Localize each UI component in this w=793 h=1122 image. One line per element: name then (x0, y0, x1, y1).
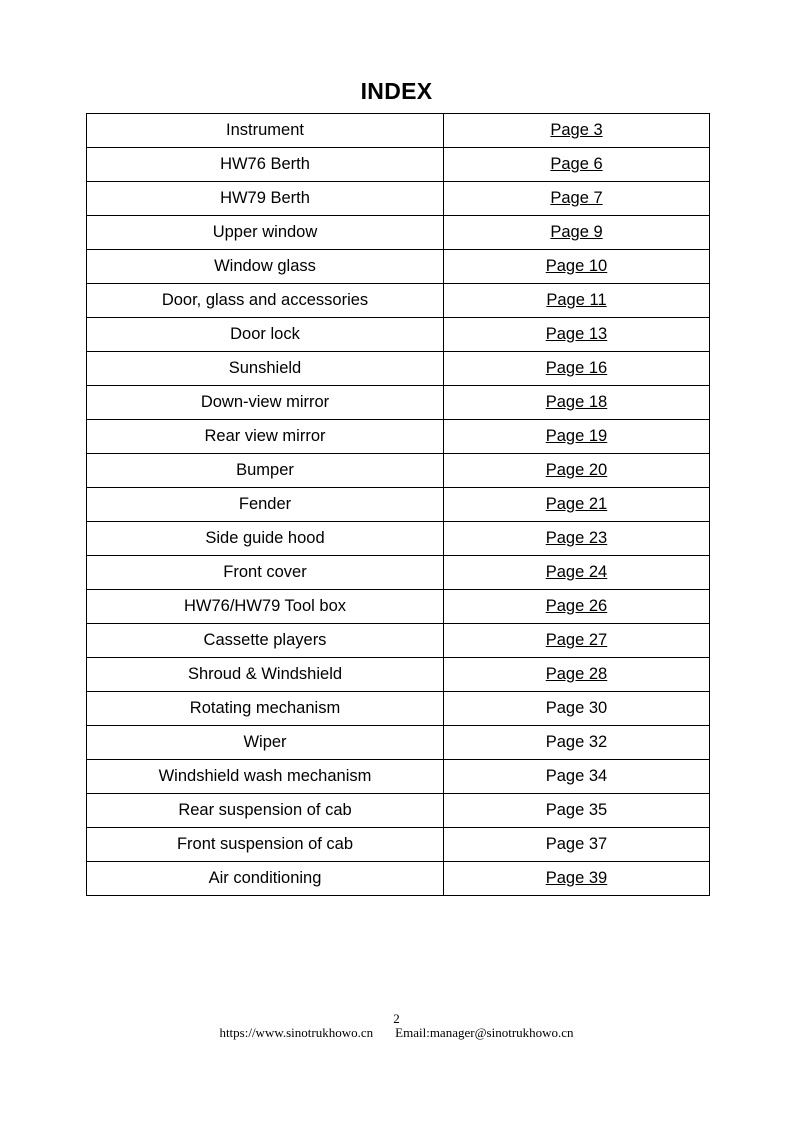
section-name: Wiper (87, 726, 444, 760)
page-link[interactable]: Page 24 (545, 563, 608, 581)
page-reference-cell (444, 760, 710, 794)
table-row (87, 862, 710, 896)
index-table-body (87, 114, 710, 896)
table-row (87, 658, 710, 692)
section-name: Windshield wash mechanism (87, 760, 444, 794)
page-reference-cell (444, 726, 710, 760)
section-name: Rear suspension of cab (87, 794, 444, 828)
page-link[interactable]: Page 19 (545, 427, 608, 445)
section-name: Front cover (87, 556, 444, 590)
page-reference-cell (444, 522, 710, 556)
section-name: Cassette players (87, 624, 444, 658)
page-link[interactable]: Page 26 (545, 597, 608, 615)
table-row (87, 114, 710, 148)
page-reference-cell (444, 454, 710, 488)
table-row (87, 386, 710, 420)
page-link[interactable]: Page 28 (545, 665, 608, 683)
page-link[interactable]: Page 39 (545, 869, 608, 887)
section-name: HW76/HW79 Tool box (87, 590, 444, 624)
table-row (87, 692, 710, 726)
index-table (86, 113, 710, 896)
page-link[interactable]: Page 18 (545, 393, 608, 411)
footer-email: Email:manager@sinotrukhowo.cn (395, 1025, 574, 1040)
table-row (87, 250, 710, 284)
page-number: 2 (393, 1011, 400, 1026)
section-name: HW76 Berth (87, 148, 444, 182)
page-reference-cell (444, 658, 710, 692)
page-reference-cell (444, 624, 710, 658)
page-reference-cell (444, 488, 710, 522)
section-name: Fender (87, 488, 444, 522)
table-row (87, 794, 710, 828)
footer-website: https://www.sinotrukhowo.cn (219, 1025, 374, 1040)
page-reference-cell (444, 386, 710, 420)
section-name: Front suspension of cab (87, 828, 444, 862)
page-reference-cell (444, 420, 710, 454)
table-row (87, 284, 710, 318)
section-name: Side guide hood (87, 522, 444, 556)
page-link[interactable]: Page 23 (545, 529, 608, 547)
page-link[interactable]: Page 11 (546, 291, 607, 309)
page-reference-cell (444, 216, 710, 250)
page-link[interactable]: Page 21 (545, 495, 608, 513)
section-name: Window glass (87, 250, 444, 284)
page-reference-cell (444, 284, 710, 318)
table-row (87, 488, 710, 522)
table-row (87, 182, 710, 216)
table-row (87, 216, 710, 250)
table-row (87, 726, 710, 760)
page-reference-cell (444, 794, 710, 828)
page-reference-cell (444, 862, 710, 896)
page-link[interactable]: Page 3 (550, 121, 603, 139)
table-row (87, 556, 710, 590)
section-name: Shroud & Windshield (87, 658, 444, 692)
section-name: Down-view mirror (87, 386, 444, 420)
page-link[interactable]: Page 13 (545, 325, 608, 343)
section-name: Instrument (87, 114, 444, 148)
table-row (87, 148, 710, 182)
section-name: Door lock (87, 318, 444, 352)
table-row (87, 522, 710, 556)
section-name: Door, glass and accessories (87, 284, 444, 318)
page-link[interactable]: Page 20 (545, 461, 608, 479)
page-reference-cell (444, 590, 710, 624)
page-reference-cell (444, 250, 710, 284)
table-row (87, 760, 710, 794)
page-reference: Page 34 (545, 767, 608, 785)
section-name: Rear view mirror (87, 420, 444, 454)
page-reference: Page 35 (545, 801, 608, 819)
table-row (87, 590, 710, 624)
page-link[interactable]: Page 27 (545, 631, 608, 649)
table-row (87, 318, 710, 352)
page-link[interactable]: Page 9 (550, 223, 603, 241)
page-reference: Page 30 (545, 699, 608, 717)
page-reference-cell (444, 114, 710, 148)
section-name: Upper window (87, 216, 444, 250)
page-link[interactable]: Page 10 (545, 257, 608, 275)
page-reference-cell (444, 148, 710, 182)
footer-contact (0, 1025, 793, 1041)
page-link[interactable]: Page 16 (545, 359, 608, 377)
table-row (87, 454, 710, 488)
section-name: Sunshield (87, 352, 444, 386)
page-reference-cell (444, 828, 710, 862)
table-row (87, 624, 710, 658)
page-reference-cell (444, 182, 710, 216)
table-row (87, 828, 710, 862)
page-reference-cell (444, 352, 710, 386)
page-link[interactable]: Page 7 (550, 189, 603, 207)
page-reference-cell (444, 692, 710, 726)
section-name: Rotating mechanism (87, 692, 444, 726)
page-reference: Page 37 (545, 835, 608, 853)
section-name: Air conditioning (87, 862, 444, 896)
page-reference-cell (444, 318, 710, 352)
page-title: INDEX (360, 78, 433, 104)
table-row (87, 420, 710, 454)
page-reference: Page 32 (545, 733, 608, 751)
page-reference-cell (444, 556, 710, 590)
section-name: Bumper (87, 454, 444, 488)
page-link[interactable]: Page 6 (550, 155, 603, 173)
section-name: HW79 Berth (87, 182, 444, 216)
table-row (87, 352, 710, 386)
